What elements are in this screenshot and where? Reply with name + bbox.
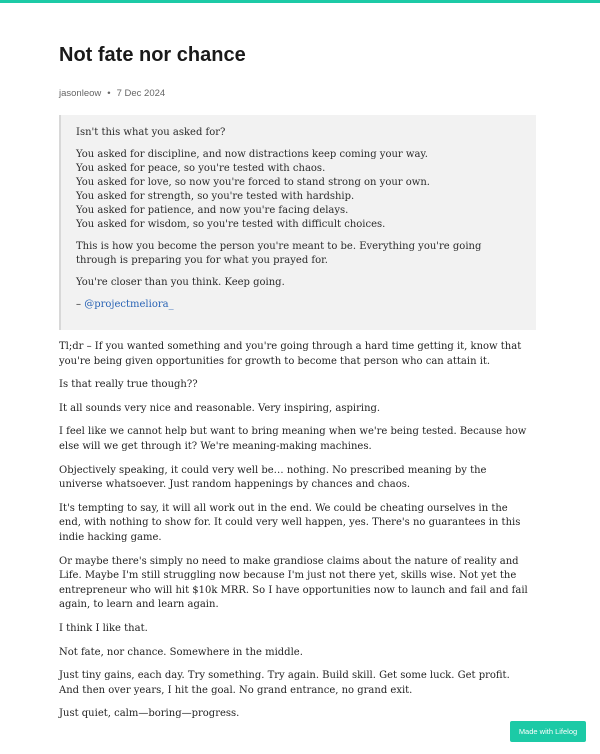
- quote-line: You asked for discipline, and now distractions keep coming your way.: [76, 149, 428, 160]
- article-paragraph: Not fate, nor chance. Somewhere in the middle.: [59, 646, 303, 658]
- article-paragraph: Or maybe there's simply no need to make grandiose claims about the nature of reality and Life. Maybe I'm still struggling now because I'm just not there yet, skills wise. Not yet the entrepreneur who will hit $10k MRR. So I have opportunities now to launch and fail and fail again, to learn and learn again.: [59, 555, 528, 611]
- quote-line: You asked for patience, and now you're facing delays.: [76, 205, 349, 216]
- meta-separator: •: [107, 88, 111, 99]
- article-paragraph: I feel like we cannot help but want to bring meaning when we're being tested. Because how else will we get through it? We're meaning-making machines.: [59, 426, 527, 452]
- article-paragraph: Objectively speaking, it could very well be… nothing. No prescribed meaning by the universe whatsoever. Just random happenings by chances and chaos.: [59, 464, 487, 491]
- post-meta: [59, 88, 165, 99]
- quote-line: You asked for strength, so you're tested with hardship.: [76, 191, 355, 202]
- post-date: 7 Dec 2024: [116, 88, 166, 99]
- quote-becoming: This is how you become the person you're meant to be. Everything you're going through is preparing you for what you prayed for.: [76, 241, 482, 266]
- post-title: Not fate nor chance: [59, 44, 246, 66]
- quote-line: You asked for love, so now you're forced to stand strong on your own.: [76, 177, 430, 188]
- article-paragraph: It all sounds very nice and reasonable. Very inspiring, aspiring.: [59, 402, 381, 414]
- article-paragraph: Is that really true though??: [59, 379, 198, 391]
- quote-closer: You're closer than you think. Keep going.: [76, 277, 285, 288]
- quote-attribution: [76, 298, 520, 312]
- top-accent-bar: [0, 0, 600, 3]
- blockquote: [59, 115, 536, 330]
- attribution-link[interactable]: @projectmeliora_: [84, 299, 174, 310]
- article-paragraph: Tl;dr – If you wanted something and you're going through a hard time getting it, know that you're being given opportunities for growth to become that person who can attain it.: [59, 341, 522, 367]
- article-paragraph: Just tiny gains, each day. Try something. Try again. Build skill. Get some luck. Get profit. And then over years, I hit the goal. No grand entrance, no grand exit.: [59, 670, 510, 696]
- article-body: [59, 340, 529, 731]
- quote-lines: [76, 148, 520, 232]
- made-with-lifelog-button[interactable]: Made with Lifelog: [510, 721, 586, 742]
- quote-line: You asked for peace, so you're tested with chaos.: [76, 163, 326, 174]
- article-paragraph: I think I like that.: [59, 622, 148, 634]
- quote-line: You asked for wisdom, so you're tested with difficult choices.: [76, 219, 386, 230]
- article-paragraph: It's tempting to say, it will all work out in the end. We could be cheating ourselves in the end, with nothing to show for. It could very well happen, yes. There's no guarantees in this indie hacking game.: [59, 502, 521, 543]
- article-paragraph: Just quiet, calm—boring—progress.: [59, 708, 240, 720]
- attribution-prefix: –: [76, 299, 85, 310]
- author-link[interactable]: jasonleow: [59, 88, 102, 99]
- quote-intro: Isn't this what you asked for?: [76, 127, 226, 138]
